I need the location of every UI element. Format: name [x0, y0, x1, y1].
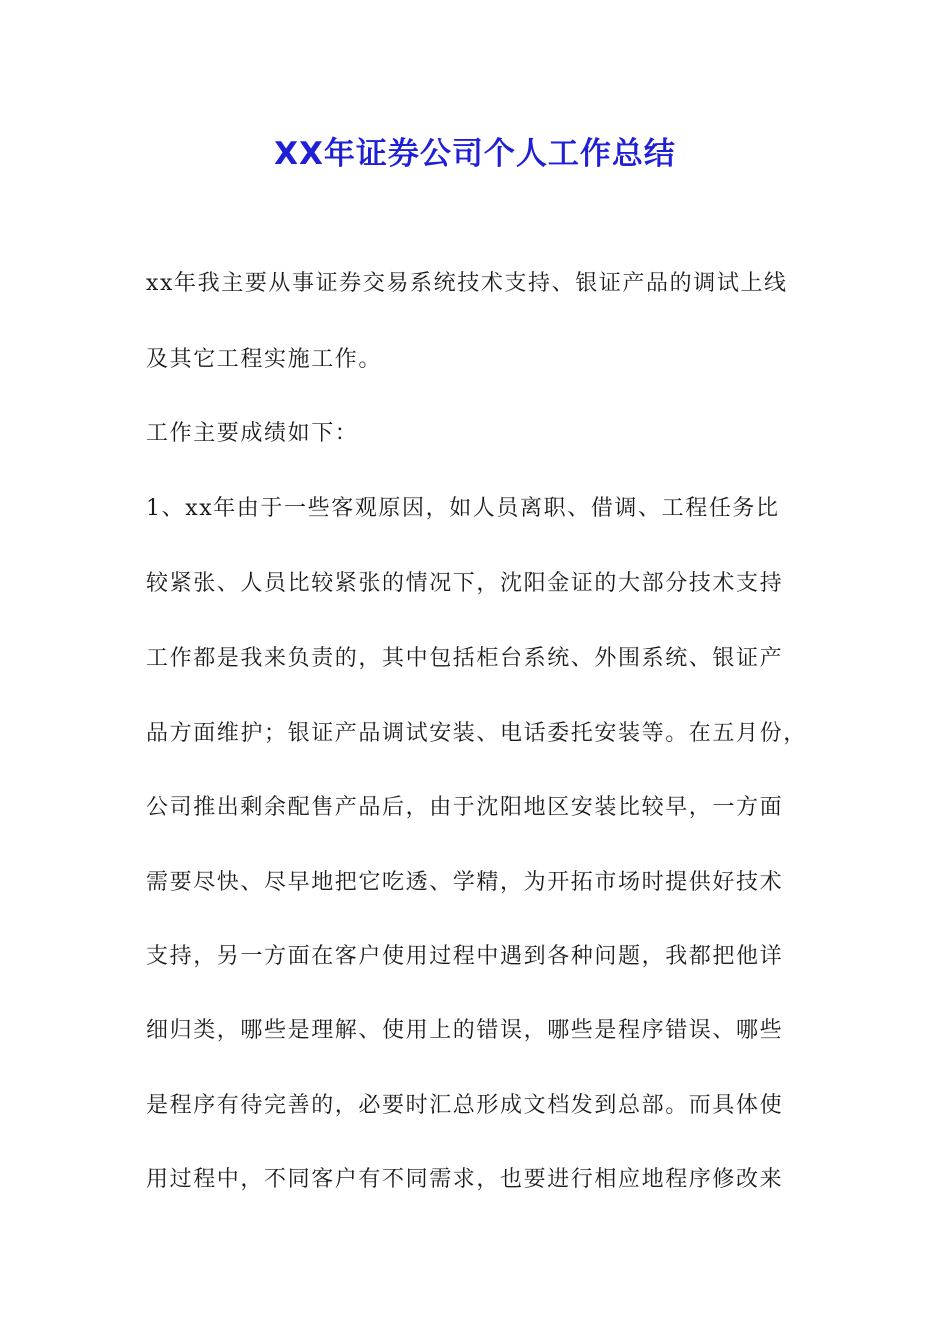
paragraph-line-6: 工作都是我来负责的，其中包括柜台系统、外围系统、银证产	[146, 646, 784, 671]
paragraph-line-8: 公司推出剩余配售产品后，由于沈阳地区安装比较早，一方面	[146, 795, 784, 820]
document-title: XX年证券公司个人工作总结	[274, 136, 676, 172]
paragraph-line-1: xx年我主要从事证券交易系统技术支持、银证产品的调试上线	[146, 271, 788, 296]
paragraph-line-11: 细归类，哪些是理解、使用上的错误，哪些是程序错误、哪些	[146, 1018, 784, 1043]
paragraph-line-3: 工作主要成绩如下：	[146, 421, 359, 446]
paragraph-line-10: 支持，另一方面在客户使用过程中遇到各种问题，我都把他详	[146, 944, 784, 969]
paragraph-line-9: 需要尽快、尽早地把它吃透、学精，为开拓市场时提供好技术	[146, 870, 784, 895]
paragraph-line-12: 是程序有待完善的，必要时汇总形成文档发到总部。而具体使	[146, 1093, 784, 1118]
paragraph-line-4: 1、xx年由于一些客观原因，如人员离职、借调、工程任务比	[146, 496, 780, 521]
paragraph-line-13: 用过程中，不同客户有不同需求，也要进行相应地程序修改来	[146, 1167, 784, 1192]
paragraph-line-7: 品方面维护；银证产品调试安装、电话委托安装等。在五月份，	[146, 721, 807, 746]
paragraph-line-2: 及其它工程实施工作。	[146, 347, 383, 372]
paragraph-line-5: 较紧张、人员比较紧张的情况下，沈阳金证的大部分技术支持	[146, 571, 784, 596]
